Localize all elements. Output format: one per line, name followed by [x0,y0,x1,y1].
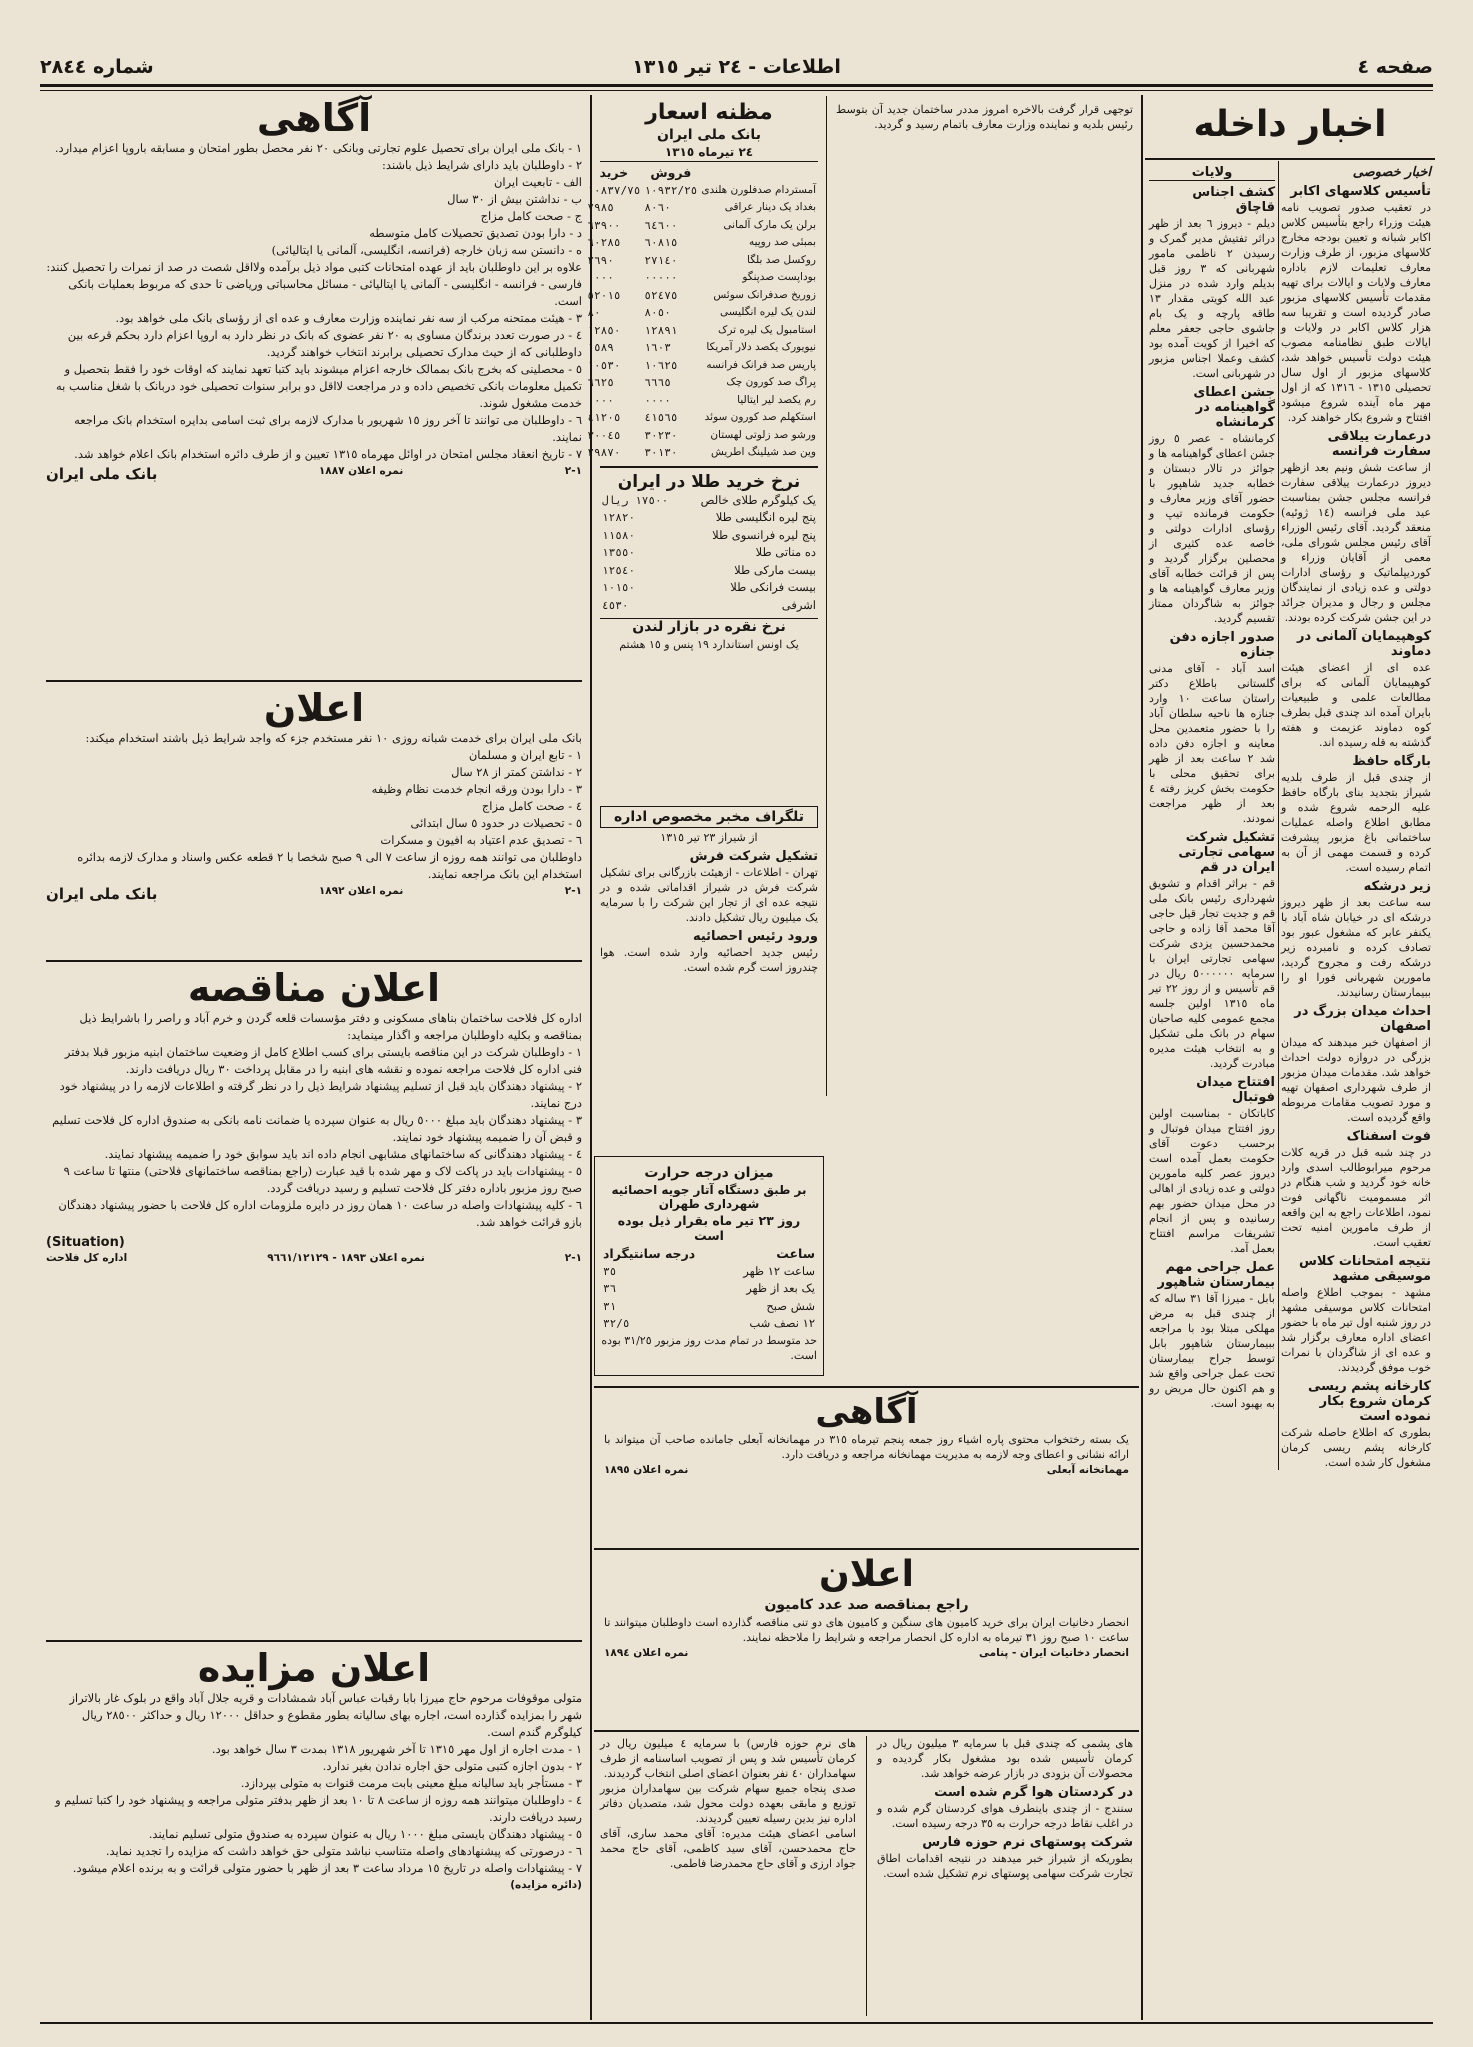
temperature-col-degree: درجه سانتیگراد [603,1246,696,1261]
currency-name: پاریس صد فرانک فرانسه [706,358,816,371]
agahi-bank [46,96,582,676]
notice-line: ٧ - تاریخ انعقاد مجلس امتحان در اوائل مهرماه ١٣١٥ تعیین و از طرف دائره استخدام بانک اعلام خواهد شد. [74,447,582,461]
notice-line: ٢ - بدون اجازه کتبی متولی حق اجاره ندادن بغیر ندارد. [322,1759,582,1773]
gold-price: ١٠١٥٠ [602,581,636,594]
gold-row [600,527,818,545]
exchange-row [585,199,818,217]
notice-line: ١ - داوطلبان شرکت در این مناقصه بایستی برای کسب اطلاع کامل از وضعیت ساختمان ابنیه مزبور قبلا بدفتر فنی اداره کل فلاحت مراجعه نموده و نقشه های ابنیه را در مقابل پرداخت ٣٠ ریال دریافت دارند. [64,1045,582,1076]
monaghese [46,966,582,1636]
domestic-left-items [1149,185,1275,1411]
article-body: اسامی اعضای هیئت مدیره: آقای محمد ساری، آقای حاج محمدحسن، آقای سید کاظمی، آقای حاج محمد جواد ارزی و آقای حاج محمدرضا فاطمی. [600,1827,856,1870]
notice-line: ١ - بانک ملی ایران برای تحصیل علوم تجارتی وبانکی ٢٠ نفر محصل بطور امتحان و مسابقه باروپا اعزام میدارد. [54,141,582,155]
elan-center-body: انحصار دخانیات ایران برای خرید کامیون های سنگین و کامیون های دو تنی مناقصه گذارده است داوطلبان میتوانند تا ساعت ١٠ صبح روز ٣١ تیرماه به اداره کل انحصار مراجعه و شرایط را ملاحظه نمایند. [604,1616,1129,1644]
bottom-center-rule [594,1730,1139,1732]
currency-name: روکسل صد بلگا [747,253,816,266]
elan-center-ref: نمره اعلان ١٨٩٤ [604,1647,689,1659]
monaghese-intro: اداره کل فلاحت ساختمان بناهای مسکونی و دفتر مؤسسات قلعه گردن و خرم آباد و راصر را باشرایط ذیل بمناقصه و بکلیه داوطلبان مراجعه و اگذار مینماید: [79,1011,582,1042]
exchange-rates [587,96,824,796]
sell-rate: ٠٠٠٠ [644,393,671,407]
sell-rate: ١٠٩٣٢/٢٥ [644,183,698,197]
gold-name: پنج لیره انگلیسی طلا [715,510,816,524]
article-body: سه ساعت بعد از ظهر دیروز درشکه ای در خیابان شاه آباد با یکنفر عابر که مشغول عبور بود تصادف کرده و نامبرده زیر درشکه رفت و مجروح گردید، مامورین شهربانی فورا او را ببیمارستان رسانیدند. [1281,896,1431,999]
notice-line: ٧ - پیشنهادات واصله در تاریخ ١٥ مرداد ساعت ٣ بعد از ظهر با حضور متولی قرائت و به برنده اعلام میشود. [72,1861,582,1875]
article-body: اسد آباد - آقای مدنی گلستانی باطلاع دکتر راستان ساعت ١٠ وارد جنازه ها ناحیه سلطان آباد را با حضور متعمدین محل معاینه و اجازه دفن داده شد ٢ ساعت بعد از ظهر برای تحقیق محلی با حکومت بخش کریز رفته ٤ بعد از ظهر مراجعت نمودند. [1149,662,1275,825]
article-body: از اصفهان خبر میدهند که میدان بزرگی در دروازه دولت احداث خواهد شد. مقدمات میدان مزبور از طرف شهرداری اصفهان تهیه و مورد تصویب مقامات مربوطه واقع گردیده است. [1281,1036,1431,1124]
article-headline: کوهپیمایان آلمانی در دماوند [1297,629,1431,659]
silver-rate: یک اونس استاندارد ١٩ پنس و ١٥ هشتم [619,638,799,651]
elan-bank [46,686,582,956]
agahi-center-body: یک بسته رختخواب محتوی پاره اشیاء روز جمعه پنجم تیرماه ٣١٥ در مهمانخانه آبعلی جامانده صاحب آن میتواند با ارائه نشانی و اعطای وجه لازمه به مدیریت مهمانخانه مراجعه و دریافت دارد. [604,1433,1129,1461]
temperature-box [594,1156,824,1376]
monaghese-ref: نمره اعلان ١٨٩٣ - ٩٦٦١/١٢١٢٩ [267,1252,425,1264]
article-body: مشهد - بموجب اطلاع واصله امتحانات کلاس موسیقی مشهد در روز شنبه اول تیر ماه با حضور اعضای اداره معارف برگزار شد و عده ای از شاگردان با نمرات خوب موفق گردیدند. [1281,1286,1431,1374]
currency-name: ورشو صد زلوتی لهستان [710,428,816,441]
article-body: بابل - میرزا آقا ٣١ ساله که از چندی قبل به مرض مهلکی مبتلا بود با مراجعه ببیمارستان شاهپور بابل توسط جراح بیمارستان تحت عمل جراحی واقع شد و هم اکنون حال مریض رو به بهبود است. [1149,1292,1275,1410]
gold-name: بیست مارکی طلا [734,562,816,577]
col-sell-header: فروش [650,165,692,180]
notice-line: ٤ - پیشنهاد دهندگانی که ساختمانهای مشابهی انجام داده اند باید سوابق خود را ضمیمه پیشنهاد نمایند. [104,1147,582,1161]
telegraph-items [600,849,818,975]
article-headline: نتیجه امتحانات کلاس موسیقی مشهد [1298,1254,1431,1284]
temperature-value: ٣٦ [603,1282,617,1295]
sell-rate: ١٦٠٣ [644,341,671,354]
sell-rate: ٢٧١٤٠ [644,253,678,267]
article-body: بطوریکه از شیراز خبر میدهند در نتیجه اقدامات اطاق تجارت شرکت سهامی پوستهای نرم تشکیل شده است. [877,1852,1133,1880]
article-headline: زیر درشکه [1363,879,1431,894]
domestic-news [1145,96,1435,2016]
notice-line: ١ - تابع ایران و مسلمان [468,748,582,762]
domestic-left-column [1149,161,1275,1470]
currency-name: برلن یک مارک آلمانی [723,218,816,231]
elan-bank-rule [46,680,582,682]
buy-rate: ٢٩٨٧٠ [587,446,621,459]
exchange-row [585,409,818,427]
notice-line: ٥ - پیشنهادات باید در پاکت لاک و مهر شده با قید عبارت (راجع بمناقصه ساختمانهای فلاحتی) منتها تا ساعت ٩ صبح روز مزبور باداره دفتر کل فلاحت تسلیم و رسید دریافت گردد. [63,1164,582,1195]
notice-line: ٣ - پیشنهاد دهندگان باید مبلغ ٥٠٠٠ ریال به عنوان سپرده یا ضمانت نامه بانکی به صندوق اداره کل فلاحت تسلیم و قبض آن را ضمیمه پیشنهاد خود نمایند. [52,1113,582,1144]
exchange-row [585,444,818,462]
private-news-label: اخبار خصوصی [1352,165,1431,180]
domestic-inner-divider [1278,161,1279,1470]
temperature-value: ٣١ [603,1299,617,1313]
elan-center-rule [594,1548,1139,1550]
bottom-center-divider [866,1736,867,2016]
buy-rate: ٨٠ [587,306,601,319]
buy-rate: ٠٠٠٠ [587,393,614,407]
gold-price: ١٣٥٥٠ [602,546,636,559]
gold-name: اشرفی [781,597,816,612]
mozayede [46,1646,582,2016]
domestic-right-column [1281,161,1431,1470]
article-headline: احداث میدان بزرگ در اصفهان [1294,1004,1431,1034]
monaghese-code: ١-٢ [564,1252,582,1264]
exchange-row [585,287,818,305]
exchange-row [585,217,818,235]
article-body: در چند شبه قبل در قریه کلات مرحوم میرابوطالب اسدی وارد خانه خود گردید و شب هنگام در اثر مسمومیت ناگهانی فوت نمود، اطلاعات راجع به این واقعه از طرف مامورین امنیه تحت تعقیب است. [1281,1146,1431,1249]
notice-line: ٦ - کلیه پیشنهادات واصله در ساعت ١٠ همان روز در دایره ملزومات اداره کل فلاحت با حضور پیشنهاد دهندگان بازو قرائت خواهد شد. [58,1198,582,1229]
monaghese-sign: اداره کل فلاحت [46,1252,128,1264]
notice-line: ٣ - دارا بودن ورقه انجام خدمت نظام وظیفه [371,782,582,796]
sell-rate: ٣٠٢٣٠ [644,428,678,442]
currency-name: آمستردام صدفلورن هلندی [701,183,816,196]
notice-line: فارسی - فرانسه - انگلیسی - آلمانی یا ایتالیائی - مسائل محاسباتی وریاضی تا حدی که مربوط بعملیات بانکی است. [68,277,582,308]
temperature-value: ٣٥ [603,1264,617,1278]
temperature-time: ١٢ نصف شب [749,1316,815,1330]
notice-line: ٥ - تحصیلات در حدود ٥ سال ابتدائی [410,816,582,830]
buy-rate: ٠٠٠٠ [587,271,614,284]
gold-price: ١٢٥٤٠ [602,563,636,577]
exchange-row [585,392,818,410]
article-body: در تعقیب صدور تصویب نامه هیئت وزراء راجع بتأسیس کلاس اکابر شبانه و تعیین بودجه مخارج کلاسهای مزبور، از طرف وزارت معارف تعلیمات لازم باداره معارف ولایات و ایالات برای تهیه مقدمات تأسیس کلاسهای مزبور صادر گردیده است و تقریبا سه هزار کلاس اکابر در ولایات و ایالات طبق نظامنامه مصوب هیئت دولت تأسیس خواهد شد، کلاسهای مزبور از اول سال تحصیلی ١٣١٥ - ١٣١٦ که از اول مهر ماه آینده شروع میشود افتتاح و شروع بکار خواهند کرد. [1281,201,1432,424]
agahi-bank-code: ١-٢ [564,465,582,477]
buy-rate: ٧٩٨٥ [587,201,614,214]
temperature-time: ساعت ١٢ ظهر [743,1263,815,1278]
notice-line: ٤ - در صورت تعدد برندگان مساوی به ٢٠ نفر عضوی که بانک در نظر دارد به اروپا اعزام دارد بحکم قرعه بین داوطلبانی که از حیث مدارک تحصیلی برابرند انتخاب خواهند گردید. [67,328,582,359]
elan-center-title: اعلان [819,1554,914,1595]
temperature-heading: روز ٢٣ تیر ماه بقرار ذیل بوده است [617,1213,801,1243]
domestic-title-rule [1145,158,1435,160]
gold-price: ٤٥٣٠ [602,598,629,612]
article-body: سنندج - از چندی باینطرف هوای کردستان گرم شده و در اغلب نقاط درجه حرارت به ٣٥ درجه رسیده است. [877,1802,1133,1830]
gold-price: ١١٥٨٠ [602,528,636,542]
buy-rate: ٣٠٠٤٥ [587,428,621,442]
buy-rate: ١٥٨٩ [587,341,614,354]
provinces-label: ولایات [1149,165,1275,181]
sell-rate: ٣٠١٣٠ [644,446,678,459]
notice-line: ٤ - داوطلبان میتوانند همه روزه از ساعت ٨ تا ١٠ بعد از ظهر بدفتر متولی مراجعه و پیشنهاد خود را کتبا تسلیم و رسید دریافت دارند. [55,1793,582,1824]
notice-line: الف - تابعیت ایران [493,175,582,189]
exchange-bank: بانک ملی ایران [657,127,761,143]
temperature-subtitle: بر طبق دستگاه آتار جویه احصائیه شهرداری طهران [611,1183,807,1211]
exchange-title: مظنه اسعار [645,100,773,125]
notice-line: ب - نداشتن بیش از ٣٠ سال [447,192,582,206]
gold-price: ١٢٨٢٠ [602,511,636,524]
center-column [587,96,1139,2016]
notice-line: ٢ - نداشتن کمتر از ٢٨ سال [451,765,582,779]
buy-rate: ٤١٢٠٥ [587,411,621,424]
sell-rate: ٥٢٤٧٥ [644,288,678,302]
article-headline: ورود رئیس احصائیه [692,929,818,944]
article-headline: افتتاح میدان فوتبال [1196,1075,1275,1105]
notice-line: ٣ - مستأجر باید سالیانه مبلغ معینی بابت مرمت قنوات به متولی بپردازد. [240,1776,582,1790]
article-headline: کشف اجناس قاچاق [1192,185,1275,215]
article-headline: کارخانه پشم ریسی کرمان شروع بکار نموده است [1307,1379,1431,1424]
notice-line: ٢ - پیشنهاد دهندگان باید قبل از تسلیم پیشنهاد شرایط ذیل را در نظر گرفته و اطلاعات لازمه را در پیشنهاد خود درج نمایند. [59,1079,582,1110]
buy-rate: ٦٦٢٥ [587,376,614,389]
article-headline: بارگاه حافظ [1352,754,1431,769]
notice-line: داوطلبان می توانند همه روزه از ساعت ٧ الی ٩ صبح شخصا با ٢ قطعه عکس واسناد و مدارک لازمه بدائره استخدام این بانک مراجعه نمایند. [77,850,582,881]
exchange-row [585,374,818,392]
exchange-row [585,357,818,375]
sell-rate: ٦٠٨١٥ [644,236,678,249]
elan-center-subtitle: راجع بمناقصه صد عدد کامیون [764,1597,969,1613]
bottom-center-right [871,1736,1139,2016]
article-headline: شرکت پوستهای نرم حوزه فارس [922,1835,1133,1850]
bottom-center-left [594,1736,862,2016]
exchange-date: ٢٤ تیرماه ١٣١٥ [600,145,818,162]
exchange-table [585,164,818,462]
buy-rate: ٥٢٠١٥ [587,288,621,302]
issue-date: اطلاعات - ٢٤ تیر ١٣١٥ [632,56,841,78]
gold-rule [600,466,818,468]
article-body: دیلم - دیروز ٦ بعد از ظهر دراثر تفتیش مدیر گمرک و رسیدن ٢ ناظمی مامور شهربانی که ٣ روز قبل بدیلم وارد شده در منزل عبد الله کویتی مقدار ١٣ طاقه پارچه و یک بام جاشوی حاجی جعفر معلم که اخیرا از کویت آمده بود کشف وعملا اجناس مزبور در شهربانی است. [1149,217,1275,380]
exchange-row [585,339,818,357]
gold-row [600,544,818,562]
telegraph-dateline: از شیراز ٢٣ تیر ١٣١٥ [660,831,758,844]
article-body: رئیس جدید احصائیه وارد شده است. هوا چندروز است گرم شده است. [600,946,818,974]
agahi-center-title: آگاهی [815,1392,918,1432]
agahi-bank-sign: بانک ملی ایران [46,465,158,483]
center-news [830,96,1139,1376]
elan-bank-sign: بانک ملی ایران [46,885,158,903]
elan-bank-ref: نمره اعلان ١٨٩٢ [318,885,404,897]
exchange-row [585,252,818,270]
article-body: کرمانشاه - عصر ٥ روز جشن اعطای گواهینامه ها و جوائز در تالار دبستان و خطابه جدید شاهپور با حضور آقای وزیر معارف و حکومت فرمانده تیپ و رؤسای ادارات دولتی و خاصه عده کثیری از محصلین برگزار گردید و پس از قرائت خطابه آقای وزیر معارف گواهینامه ها و جوائز به شاگردان ممتاز تقسیم گردید. [1149,432,1276,625]
exchange-row [585,322,818,340]
elan-bank-code: ١-٢ [564,885,582,897]
notice-line: ٢ - داوطلبان باید دارای شرایط ذیل باشند: [382,158,582,172]
elan-bank-title: اعلان [263,686,365,730]
fertility-note: توجهی قرار گرفت بالاخره امروز مددر ساختمان جدید آن بتوسط رئیس بلدیه و نماینده وزارت معارف باتمام رسید و گردید. [836,103,1133,131]
center-inner-divider [826,96,827,1096]
currency-name: لندن یک لیره انگلیسی [720,306,816,318]
temperature-row [601,1298,817,1316]
article-body: از چندی قبل از طرف بلدیه شیراز بتجدید بنای بارگاه حافظ علیه الرحمه شروع شده و مطابق اطلاع واصله عملیات ساختمانی باغ مزبور پیشرفت کرده و قسمت مهمی از آن به اتمام رسیده است. [1281,771,1431,874]
column-divider-right [1141,95,1143,2020]
notice-line: ١ - مدت اجاره از اول مهر ١٣١٥ تا آخر شهریور ١٣١٨ بمدت ٣ سال خواهد بود. [211,1742,582,1756]
monaghese-items [46,1044,582,1231]
temperature-row [601,1280,817,1298]
article-headline: درعمارت ییلاقی سفارت فرانسه [1327,429,1431,459]
exchange-row [585,269,818,287]
currency-name: بمبئی صد روپیه [748,236,816,248]
mozayede-rule [46,1640,582,1642]
buy-rate: ١٠٨٣٧/٧٥ [587,183,641,197]
article-body: عده ای از اعضای هیئت کوهپیمایان آلمانی که برای مطالعات علمی و طبیعیات بایران آمده اند چندی قبل بطرف کوه دماوند عزیمت و هفته گذشته به قله رسیده اند. [1281,661,1431,749]
gold-row [600,562,818,580]
article-headline: در کردستان هوا گرم شده است [934,1785,1133,1800]
notice-line: علاوه بر این داوطلبان باید از عهده امتحانات کتبی مواد ذیل برآمده ولااقل شصت در صد از نمرات را تحصیل کنند: [46,260,582,274]
notice-line: ٣ - هیئت ممتحنه مرکب از سه نفر نماینده وزارت معارف و عده ای از رؤسای بانک ملی خواهد بود. [115,311,582,325]
article-headline: جشن اعطای گواهینامه در کرمانشاه [1193,385,1275,430]
article-headline: عمل جراحی مهم بیمارستان شاهپور [1157,1260,1275,1290]
sell-rate: ١٠٦٢٥ [644,358,678,372]
temperature-time: یک بعد از ظهر [746,1281,815,1295]
notice-line: ج - صحت کامل مزاج [480,209,582,223]
sell-rate: ٤١٥٦٥ [644,411,678,424]
gold-price: ١٧٥٠٠ ریال [602,493,669,507]
article-body: تهران - اطلاعات - ازهیئت بازرگانی برای تشکیل شرکت فرش در شیراز اقداماتی شده و در نتیجه عده ای از تجار این شرکت را با سرمایه یک میلیون ریال تشکیل دادند. [600,866,818,924]
temperature-value: ٣٢/٥ [603,1317,630,1330]
sell-rate: ٦٦٦٥ [644,376,671,389]
col-buy-header: خرید [599,165,629,180]
mozayede-sign: (دائره مزایده) [510,1879,582,1891]
article-body: از ساعت شش ونیم بعد ازظهر دیروز درعمارت ییلاقی سفارت فرانسه مجلس جشن بمناسبت عید ملی فرانسه (١٤ ژوئیه) منعقد گردید. آقای رئیس الوزراء آقای رئیس مجلس شورای ملی، معمی از آقایان وزراء و کوردیپلماتیک و رؤسای ادارات دولتی و عده زیادی از نمایندگان مجلس و رجال و مدیران جرائد در این جشن شرکت کرده بودند. [1281,461,1431,624]
notice-line: ه - دانستن سه زبان خارجه (فرانسه، انگلیسی، آلمانی یا ایتالیائی) [271,243,582,257]
silver-title: نرخ نقره در بازار لندن [600,618,818,635]
article-headline: صدور اجازه دفن جنازه [1169,630,1275,660]
article-body: صدی پنجاه جمیع سهام شرکت بین سهامداران مزبور توزیع و مابقی بعهده دولت محول شد، متصدیان دفاتر اداره نیز بدین رسیله تعیین گردیدند. [600,1782,856,1825]
currency-name: بوداپست صدپنگو [742,271,816,283]
elan-bank-items [46,747,582,883]
page-header [40,52,1433,82]
elan-bank-intro: بانک ملی ایران برای خدمت شبانه روزی ١٠ نفر مستخدم جزء که واجد شرایط ذیل باشند استخدام میکند: [85,731,582,745]
gold-title: نرخ خرید طلا در ایران [617,471,801,492]
currency-name: زوریخ صدفرانک سوئس [713,288,816,301]
article-headline: تأسیس کلاسهای اکابر [1290,184,1431,199]
agahi-bank-ref: نمره اعلان ١٨٨٧ [318,465,404,477]
article-headline: تشکیل شرکت فرش [689,849,818,864]
mozayede-items [46,1741,582,1877]
buy-rate: ١٠٥٣٠ [587,358,621,372]
monaghese-title: اعلان مناقصه [187,966,441,1010]
agahi-center-sign: مهمانخانه آبعلی [1046,1464,1129,1476]
gold-table [600,492,818,615]
header-rule-thick [40,84,1433,87]
currency-name: استامبول یک لیره ترک [717,323,816,336]
buy-rate: ١٢٨٥٠ [587,323,621,337]
article-headline: تشکیل شرکت سهامی تجارتی ایران در قم [1178,830,1275,875]
article-body: قم - براثر اقدام و تشویق شهرداری رئیس بانک ملی قم و جدیت تجار قیل حاجی آقا محمد آقا زاده و حاجی محمدحسین یزدی شرکت سهامی تجارتی ایران با سرمایه ٥٠٠٠٠٠٠ ریال در قم تأسیس و از روز ٢٢ تیر ماه ١٣١٥ اولین جلسه مجمع عمومی کلیه صاحبان سهام در بانک ملی تشکیل و به انتخاب هیئت مدیره مبادرت گردید. [1149,877,1275,1070]
sell-rate: ٨٠٥٠ [644,306,671,319]
elan-center-sign: انحصار دخانیات ایران - پنامی [979,1647,1129,1659]
exchange-row [585,427,818,445]
gold-name: یک کیلوگرم طلای خالص [700,492,816,507]
temperature-row [601,1315,817,1333]
mozayede-title: اعلان مزایده [197,1646,431,1690]
sell-rate: ٦٤٦٠٠ [644,218,678,232]
temperature-col-time: ساعت [776,1246,815,1261]
temperature-note: حد متوسط در تمام مدت روز مزبور ٣١/٢٥ بوده است. [601,1333,817,1362]
notice-line: ٦ - درصورتی که پیشنهادهای واصله متناسب نباشد متولی حق خواهد داشت که مزایده را تجدید نماید. [105,1844,582,1858]
issue-number: شماره ٢٨٤٤ [40,56,154,78]
article-body: های نرم حوزه فارس) با سرمایه ٤ میلیون ریال در کرمان تأسیس شد و پس از تصویب اساسنامه از طرف سهامداران ٤٠ نفر بعنوان اعضای اصلی انتخاب گردیدند. [600,1737,856,1780]
sell-rate: ١٢٨٩١ [644,323,678,337]
notice-line: ٥ - پیشنهاد دهندگان بایستی مبلغ ١٠٠٠ ریال به عنوان سپرده به صندوق متولی تسلیم نمایند. [148,1827,582,1841]
notice-line: ٤ - صحت کامل مزاج [481,799,582,813]
agahi-center-ref: نمره اعلان ١٨٩٥ [604,1464,689,1476]
buy-rate: ٢٦٩٠ [587,253,614,267]
domestic-title: اخبار داخله [1193,104,1387,145]
domestic-right-items [1281,184,1431,1470]
exchange-row [585,234,818,252]
monaghese-rule [46,960,582,962]
telegraph-title: تلگراف مخبر مخصوص اداره [600,806,818,828]
article-headline: فوت اسفناک [1346,1129,1431,1144]
notice-line: د - دارا بودن تصدیق تحصیلات کامل متوسطه [369,226,582,240]
agahi-center-rule [594,1386,1139,1388]
gold-name: پنج لیره فرانسوی طلا [712,527,816,542]
gold-name: ده مناتی طلا [755,545,816,559]
article-body: کاباتکان - بمناسبت اولین روز افتتاح میدان فوتبال و برحسب دعوت آقای حکومت بعمل آمده است دیروز عصر کلیه مامورین دولتی و عده زیادی از اهالی در محل میدان حضور بهم رسانیده و پس از انجام تشریفات مراسم افتتاح بعمل آمد. [1149,1107,1275,1255]
exchange-row [585,304,818,322]
currency-name: پراگ صد کورون چک [726,376,816,388]
currency-name: استکهلم صد کورون سوئد [704,411,816,423]
notice-line: ٦ - داوطلبان می توانند تا آخر روز ١٥ شهریور با مدارک لازمه برای ثبت اسامی بدایره استخدام بانک مراجعه نمایند. [74,413,582,444]
currency-name: رم یکصد لیر ایتالیا [737,393,816,406]
page-number: صفحه ٤ [1357,56,1433,78]
footer-rule [40,2022,1433,2024]
sell-rate: ٨٠٦٠ [644,201,671,214]
buy-rate: ٦٣٩٠٠ [587,218,621,232]
currency-name: نیویورک یکصد دلار آمریکا [706,341,816,353]
gold-row [600,579,818,597]
notice-line: ٦ - تصدیق عدم اعتیاد به افیون و مسکرات [380,833,582,847]
temperature-row [601,1263,817,1281]
temperature-table [601,1245,817,1333]
agahi-bank-items [46,140,582,463]
currency-name: بغداد یک دینار عراقی [724,201,816,213]
agahi-bank-title: آگاهی [256,96,372,140]
agahi-center [594,1392,1139,1542]
notice-line: ٥ - محصلینی که بخرج بانک بممالک خارجه اعزام میشوند باید کتبا تعهد نمایند که اوقات خود را فقط بتحصیل و تکمیل معلومات بانکی تخصیص داده و در مراجعت لااقل دو برابر سنوات تحصیلی خود دربانک با شغل مناسب به خدمت مشغول شوند. [56,362,582,410]
exchange-row [585,182,818,200]
article-body: های پشمی که چندی قبل با سرمایه ٣ میلیون ریال در کرمان تأسیس شده بود مشغول بکار گردیده و محصولات آن بزودی در بازار عرضه خواهد شد. [877,1737,1133,1780]
elan-center [594,1554,1139,1724]
gold-row [600,509,818,527]
currency-name: وین صد شیلینگ اطریش [711,446,816,458]
buy-rate: ٦٠٢٨٥ [587,236,621,249]
sell-rate: ٠٠٠٠٠ [644,271,678,284]
gold-row [600,597,818,615]
ads-column [40,96,588,2016]
temperature-title: میزان درجه حرارت [644,1165,774,1181]
gold-row [600,492,818,510]
mozayede-intro: متولی موقوفات مرحوم حاج میرزا بابا رقبات عباس آباد شمشادات و قریه جلال آباد واقع در بلوک غار بالاتراز شهر را بمزایده گذارده است، اجاره بهای سالیانه بطور مقطوع و حداقل ١٢٠٠٠ ریال و حداکثر ٢٨٥٠٠ ریال کیلوگرم گندم است. [69,1691,582,1739]
article-body: بطوری که اطلاع حاصله شرکت کارخانه پشم ریسی کرمان مشغول کار شده است. [1281,1426,1431,1469]
monaghese-situation: (Situation) [46,1235,125,1250]
header-rule-thin [40,90,1433,91]
telegraph-box [594,804,824,1144]
gold-name: بیست فرانکی طلا [730,580,816,594]
temperature-time: شش صبح [766,1298,815,1313]
